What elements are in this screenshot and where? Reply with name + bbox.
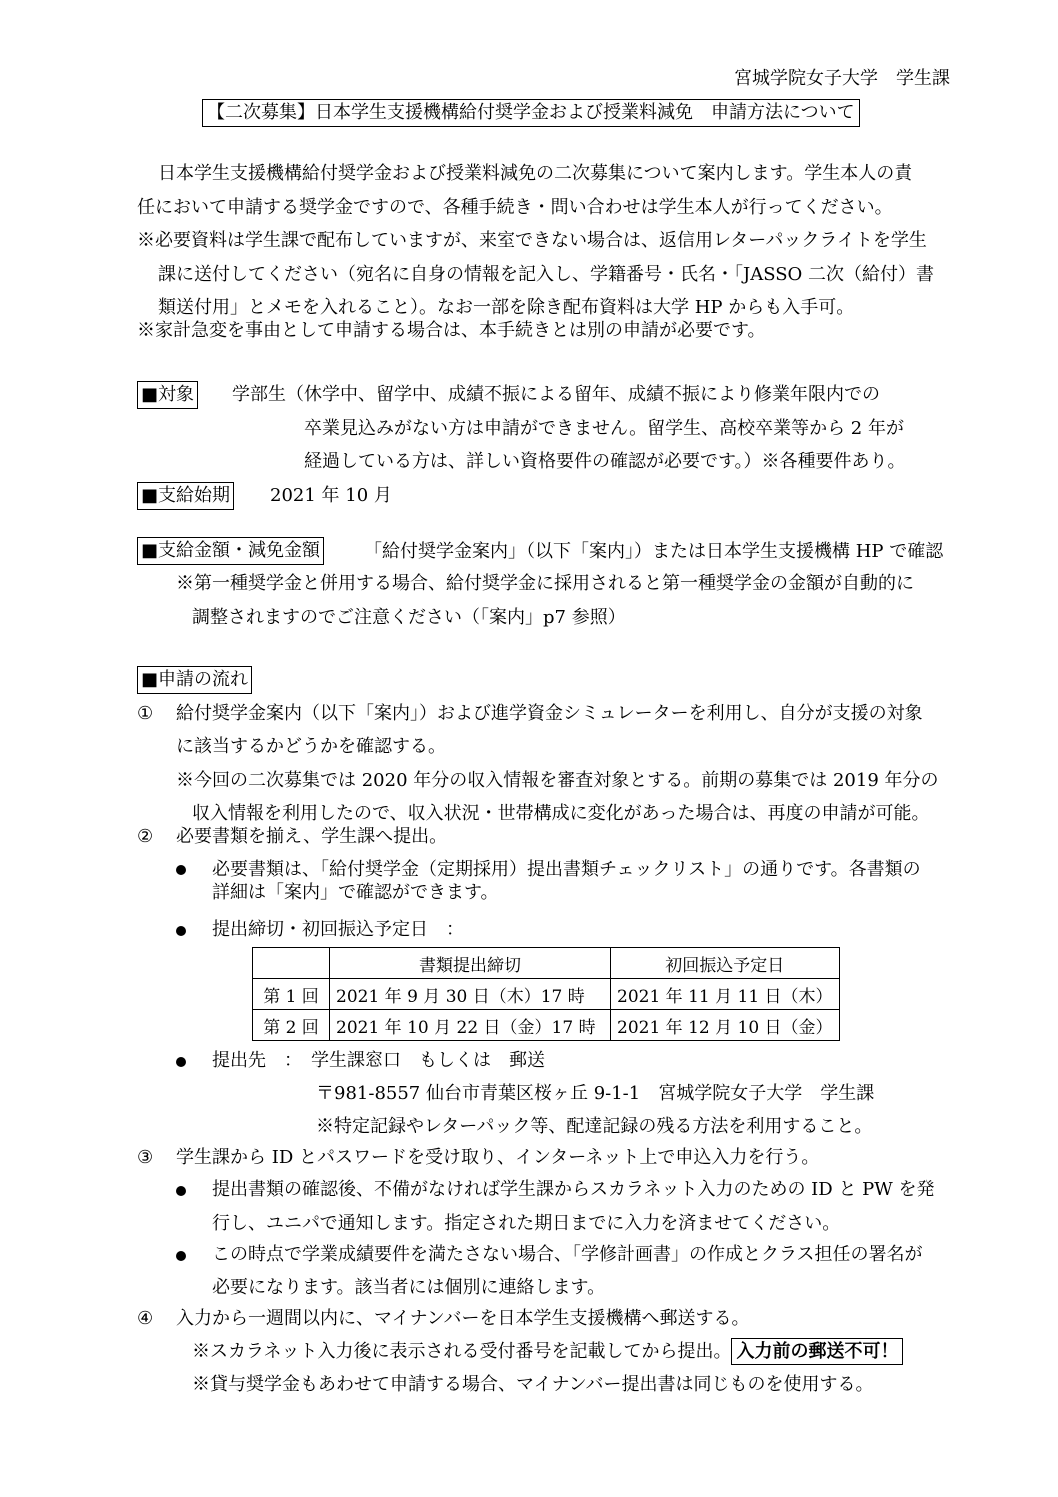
step-text: 学生課から ID とパスワードを受け取り、インターネット上で申込入力を行う。	[176, 1147, 820, 1168]
intro-note: 類送付用」とメモを入れること）。なお一部を除き配布資料は大学 HP からも入手可。	[158, 297, 855, 318]
intro-line: 任において申請する奨学金ですので、各種手続き・問い合わせは学生本人が行ってください。	[137, 197, 893, 218]
bullet-icon	[176, 1057, 186, 1067]
deadline-cell: 2021 年 9 月 30 日（木）17 時	[330, 979, 611, 1010]
address-note: ※特定記録やレターパック等、配達記録の残る方法を利用すること。	[316, 1116, 873, 1137]
bullet-text: 行し、ユニパで通知します。指定された期日までに入力を済ませてください。	[212, 1213, 841, 1234]
step-text: 入力から一週間以内に、マイナンバーを日本学生支援機構へ郵送する。	[176, 1308, 750, 1329]
target-text: 経過している方は、詳しい資格要件の確認が必要です。）※各種要件あり。	[304, 451, 906, 472]
target-text: 卒業見込みがない方は申請ができません。留学生、高校卒業等から 2 年が	[304, 418, 904, 439]
organization-name: 宮城学院女子大学 学生課	[734, 68, 950, 89]
step-number: ④	[137, 1308, 154, 1329]
payment-cell: 2021 年 11 月 11 日（木）	[611, 979, 840, 1010]
amount-note: 調整されますのでご注意ください（「案内」p7 参照）	[192, 607, 626, 628]
section-label-target: ■対象	[137, 381, 198, 409]
section-label-amount: ■支給金額・減免金額	[137, 537, 324, 565]
bullet-text: 必要になります。該当者には個別に連絡します。	[212, 1277, 606, 1298]
intro-line: 日本学生支援機構給付奨学金および授業料減免の二次募集について案内します。学生本人の責	[158, 163, 913, 184]
table-header-cell: 初回振込予定日	[611, 948, 840, 979]
table-row	[253, 1010, 840, 1041]
address-text: 〒981-8557 仙台市青葉区桜ヶ丘 9-1-1 宮城学院女子大学 学生課	[316, 1083, 875, 1104]
step-note	[192, 1341, 903, 1363]
target-text: 学部生（休学中、留学中、成績不振による留年、成績不振により修業年限内での	[232, 384, 880, 405]
round-label: 第 2 回	[253, 1010, 330, 1041]
amount-text: 「給付奨学金案内」（以下「案内」）または日本学生支援機構 HP で確認	[364, 541, 944, 562]
step-text: に該当するかどうかを確認する。	[176, 736, 446, 757]
step-note: ※貸与奨学金もあわせて申請する場合、マイナンバー提出書は同じものを使用する。	[192, 1374, 874, 1395]
bullet-text: 提出締切・初回振込予定日 ：	[212, 919, 464, 940]
table-header-row	[253, 948, 840, 979]
bullet-icon	[176, 1251, 186, 1261]
table-row	[253, 979, 840, 1010]
table-header-cell	[253, 948, 330, 979]
start-value: 2021 年 10 月	[270, 485, 392, 506]
intro-note: 課に送付してください（宛名に自身の情報を記入し、学籍番号・氏名・「JASSO 二次（給付）書	[158, 264, 935, 285]
bullet-icon	[176, 865, 186, 875]
step-number: ①	[137, 703, 154, 724]
step-note-text: ※スカラネット入力後に表示される受付番号を記載してから提出。	[192, 1341, 732, 1362]
step-note: 収入情報を利用したので、収入状況・世帯構成に変化があった場合は、再度の申請が可能。	[192, 803, 930, 824]
payment-cell: 2021 年 12 月 10 日（金）	[611, 1010, 840, 1041]
step-text: 給付奨学金案内（以下「案内」）および進学資金シミュレーターを利用し、自分が支援の対象	[176, 703, 923, 724]
step-note: ※今回の二次募集では 2020 年分の収入情報を審査対象とする。前期の募集では 2019 年分の	[176, 770, 939, 791]
step-number: ③	[137, 1147, 154, 1168]
schedule-table	[252, 947, 840, 1041]
table-header-cell: 書類提出締切	[330, 948, 611, 979]
document-title: 【二次募集】日本学生支援機構給付奨学金および授業料減免 申請方法について	[202, 99, 860, 127]
section-label-flow: ■申請の流れ	[137, 666, 252, 694]
bullet-text: この時点で学業成績要件を満たさない場合、「学修計画書」の作成とクラス担任の署名が	[212, 1244, 923, 1265]
bullet-icon	[176, 1186, 186, 1196]
amount-note: ※第一種奨学金と併用する場合、給付奨学金に採用されると第一種奨学金の金額が自動的に	[176, 573, 914, 594]
warning-box: 入力前の郵送不可！	[731, 1338, 903, 1365]
bullet-text: 提出書類の確認後、不備がなければ学生課からスカラネット入力のための ID と PW を発	[212, 1179, 935, 1200]
bullet-text: 詳細は「案内」で確認ができます。	[212, 882, 499, 903]
round-label: 第 1 回	[253, 979, 330, 1010]
bullet-text: 提出先 ： 学生課窓口 もしくは 郵送	[212, 1050, 545, 1071]
intro-note: ※必要資料は学生課で配布していますが、来室できない場合は、返信用レターパックライトを学生	[137, 230, 927, 251]
step-number: ②	[137, 826, 154, 847]
intro-note: ※家計急変を事由として申請する場合は、本手続きとは別の申請が必要です。	[137, 320, 766, 341]
bullet-icon	[176, 926, 186, 936]
section-label-start: ■支給始期	[137, 482, 234, 510]
bullet-text: 必要書類は、「給付奨学金（定期採用）提出書類チェックリスト」の通りです。各書類の	[212, 859, 921, 880]
step-text: 必要書類を揃え、学生課へ提出。	[176, 826, 448, 847]
deadline-cell: 2021 年 10 月 22 日（金）17 時	[330, 1010, 611, 1041]
